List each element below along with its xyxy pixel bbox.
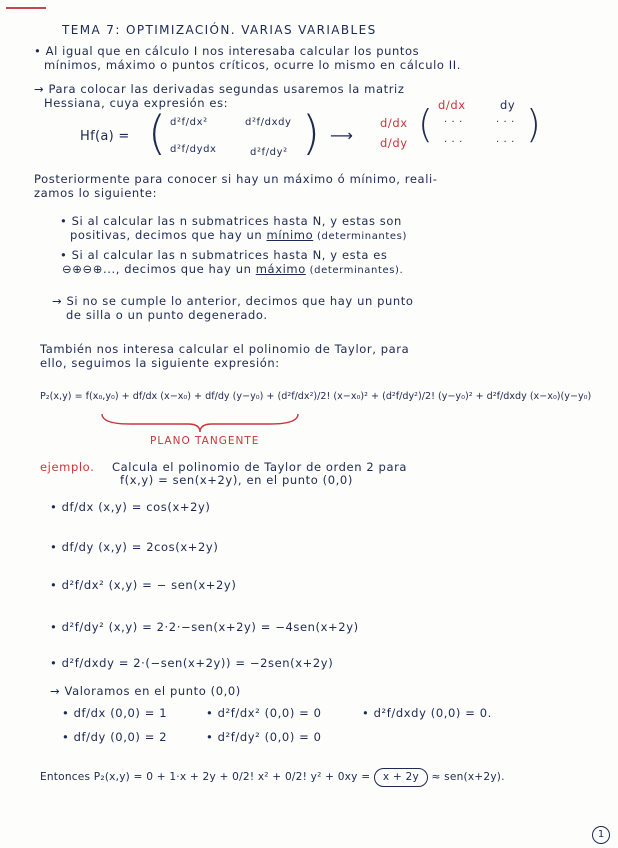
intro-line-2: mínimos, máximo o puntos críticos, ocurre lo mismo en cálculo II. [44,58,462,72]
value-5: • d²f/dy² (0,0) = 0 [206,730,322,744]
rule-max-line-1: • Si al calcular las n submatrices hasta N, y esta es [60,248,388,262]
hessian-m11: d²f/dx² [170,117,208,128]
rule-min-post: (determinantes) [313,231,407,242]
rule-saddle-line-1: → Si no se cumple lo anterior, decimos que hay un punto [52,294,414,308]
example-line-1: Calcula el polinomio de Taylor de orden 2 para [112,460,408,474]
rule-max-pre: ⊖⊕⊖⊕..., decimos que hay un [62,262,256,276]
hessian-intro-line-2: Hessiana, cuya expresión es: [44,96,229,110]
dots-21: · · · [444,137,463,148]
dots-12: · · · [496,117,515,128]
taylor-line-2: ello, seguimos la siguiente expresión: [40,356,280,370]
rule-min-pre: positivas, decimos que hay un [70,228,267,242]
hessian-row-2: d/dy [380,136,408,150]
minimo-word: mínimo [266,228,314,242]
plano-tangente-brace [100,412,300,434]
hessian-m22: d²f/dy² [250,147,288,158]
arrow-icon: ⟶ [330,126,354,145]
derivative-1: • df/dx (x,y) = cos(x+2y) [50,500,211,514]
derivative-2: • df/dy (x,y) = 2cos(x+2y) [50,540,219,554]
hessian-row-1: d/dx [380,116,408,130]
right-paren: ) [302,106,320,160]
rule-min-line-1: • Si al calcular las n submatrices hasta N, y estas son [60,214,402,228]
hessian-m21: d²f/dydx [170,144,217,155]
dots-22: · · · [496,137,515,148]
posterior-line-2: zamos lo siguiente: [34,186,158,200]
rule-min-line-2 [70,230,407,242]
value-2: • d²f/dx² (0,0) = 0 [206,706,322,720]
taylor-line-1: También nos interesa calcular el polinomio de Taylor, para [40,342,410,356]
derivative-4: • d²f/dy² (x,y) = 2·2·−sen(x+2y) = −4sen(x+2y) [50,620,359,634]
corner-mark [6,7,46,9]
maximo-word: máximo [255,262,306,276]
left-paren: ( [148,106,166,160]
rule-saddle-line-2: de silla o un punto degenerado. [66,308,268,322]
final-boxed: x + 2y [374,768,428,787]
right-paren-2: ) [526,102,541,146]
intro-line-1: • Al igual que en cálculo I nos interesaba calcular los puntos [34,44,420,58]
derivative-5: • d²f/dxdy = 2·(−sen(x+2y)) = −2sen(x+2y) [50,656,334,670]
value-4: • df/dy (0,0) = 2 [62,730,168,744]
final-post: ≈ sen(x+2y). [427,771,505,783]
value-1: • df/dx (0,0) = 1 [62,706,168,720]
evaluate-title: → Valoramos en el punto (0,0) [50,684,241,698]
example-line-2: f(x,y) = sen(x+2y), en el punto (0,0) [120,473,353,487]
taylor-formula: P₂(x,y) = f(x₀,y₀) + df/dx (x−x₀) + df/dy (y−y₀) + (d²f/dx²)/2! (x−x₀)² + (d²f/dy²)/2! (y−y₀)² + d²f/dxdy (x−x₀)(y−y₀) [40,391,592,402]
plano-tangente-label: PLANO TANGENTE [150,435,260,447]
hessian-col-1: d/dx [438,98,466,112]
rule-max-line-2 [62,264,403,276]
hessian-m12: d²f/dxdy [245,117,292,128]
value-3: • d²f/dxdy (0,0) = 0. [362,706,492,720]
hessian-lhs: Hf(a) = [80,129,130,144]
page-title: TEMA 7: OPTIMIZACIÓN. VARIAS VARIABLES [62,23,377,37]
page-number: 1 [592,826,610,844]
rule-max-post: (determinantes). [305,265,404,276]
dots-11: · · · [444,117,463,128]
example-label: ejemplo. [40,460,95,474]
hessian-intro-line-1: → Para colocar las derivadas segundas usaremos la matriz [34,82,405,96]
hessian-col-2: dy [500,98,516,112]
final-result [40,768,505,787]
posterior-line-1: Posteriormente para conocer si hay un máximo ó mínimo, reali- [34,172,438,186]
left-paren-2: ( [418,102,433,146]
derivative-3: • d²f/dx² (x,y) = − sen(x+2y) [50,578,237,592]
final-pre: Entonces P₂(x,y) = 0 + 1·x + 2y + 0/2! x² + 0/2! y² + 0xy = [40,771,374,783]
